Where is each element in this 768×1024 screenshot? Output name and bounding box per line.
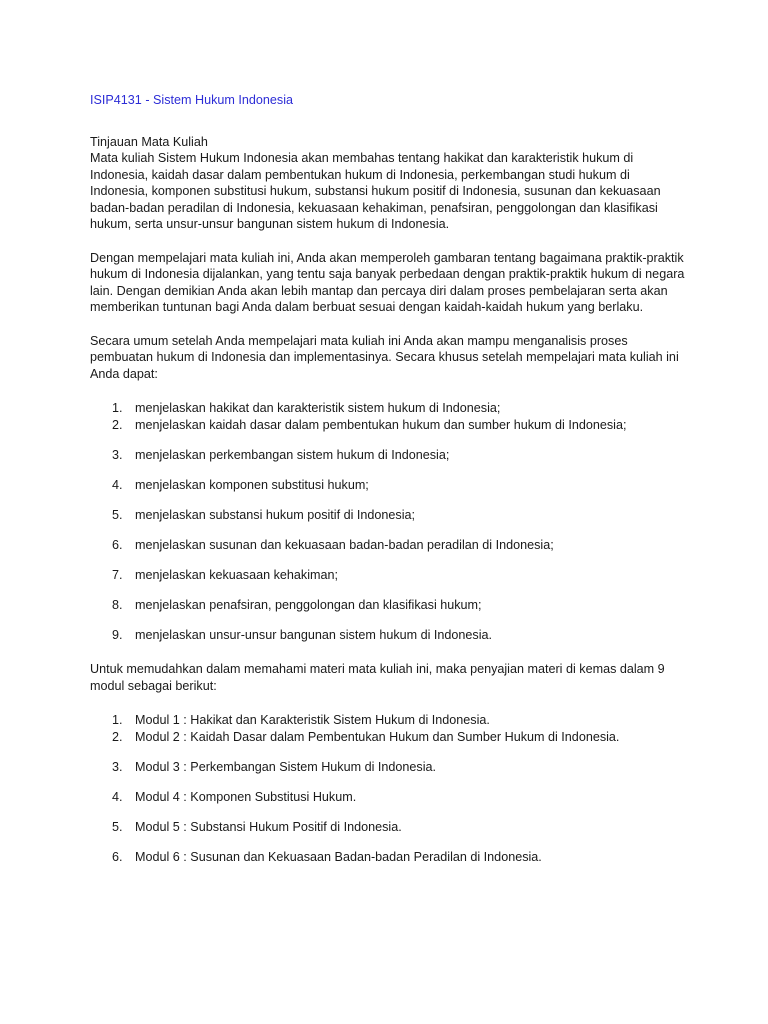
list-item-text: Modul 4 : Komponen Substitusi Hukum. (135, 789, 357, 804)
list-number: 3. (112, 447, 123, 462)
list-item-text: menjelaskan perkembangan sistem hukum di Indonesia; (135, 447, 450, 462)
modules-list (90, 712, 690, 865)
section-heading: Tinjauan Mata Kuliah (90, 134, 208, 149)
list-item-text: Modul 3 : Perkembangan Sistem Hukum di Indonesia. (135, 759, 437, 774)
list-item (90, 712, 690, 729)
list-item-text: Modul 5 : Substansi Hukum Positif di Indonesia. (135, 819, 402, 834)
list-item (90, 729, 690, 746)
list-item-text: menjelaskan penafsiran, penggolongan dan klasifikasi hukum; (135, 597, 482, 612)
list-number: 2. (112, 417, 123, 432)
list-item-text: Modul 6 : Susunan dan Kekuasaan Badan-badan Peradilan di Indonesia. (135, 849, 542, 864)
list-item-text: Modul 2 : Kaidah Dasar dalam Pembentukan Hukum dan Sumber Hukum di Indonesia. (135, 729, 620, 744)
paragraph-objectives-intro: Secara umum setelah Anda mempelajari mata kuliah ini Anda akan mampu menganalisis proses pembuatan hukum di Indonesia dan implementasinya. Secara khusus setelah mempelajari mata kuliah ini Anda dapat: (90, 333, 679, 381)
list-item (90, 447, 690, 464)
list-item-text: menjelaskan hakikat dan karakteristik sistem hukum di Indonesia; (135, 401, 501, 415)
intro-paragraph: Mata kuliah Sistem Hukum Indonesia akan membahas tentang hakikat dan karakteristik hukum di Indonesia, kaidah dasar dalam pembentukan hukum di Indonesia, perkembangan studi hukum di Indonesia, komponen substitusi hukum, substansi hukum positif di Indonesia, susunan dan kekuasaan badan-badan peradilan di Indonesia, kekuasaan kehakiman, penafsiran, penggolongan dan klasifikasi hukum, serta unsur-unsur bangunan sistem hukum di Indonesia. (90, 151, 661, 231)
list-item-text: menjelaskan kaidah dasar dalam pembentukan hukum dan sumber hukum di Indonesia; (135, 417, 627, 432)
document-page (90, 92, 690, 865)
list-item (90, 537, 690, 554)
document-title: ISIP4131 - Sistem Hukum Indonesia (90, 93, 294, 107)
paragraph-modules-intro: Untuk memudahkan dalam memahami materi mata kuliah ini, maka penyajian materi di kemas dalam 9 modul sebagai berikut: (90, 662, 665, 693)
list-number: 7. (112, 567, 123, 582)
list-item-text: menjelaskan komponen substitusi hukum; (135, 477, 369, 492)
list-number: 5. (112, 819, 123, 834)
list-item (90, 819, 690, 836)
list-number: 8. (112, 597, 123, 612)
list-item-text: menjelaskan unsur-unsur bangunan sistem hukum di Indonesia. (135, 627, 493, 642)
list-item (90, 597, 690, 614)
list-item (90, 477, 690, 494)
list-item-text: Modul 1 : Hakikat dan Karakteristik Sistem Hukum di Indonesia. (135, 713, 490, 727)
list-number: 3. (112, 759, 123, 774)
list-number: 4. (112, 789, 123, 804)
list-item-text: menjelaskan kekuasaan kehakiman; (135, 567, 339, 582)
list-item (90, 567, 690, 584)
list-item (90, 759, 690, 776)
list-item (90, 417, 690, 434)
list-number: 1. (112, 713, 123, 727)
list-item-text: menjelaskan substansi hukum positif di Indonesia; (135, 507, 416, 522)
objectives-list (90, 400, 690, 643)
list-number: 6. (112, 537, 123, 552)
list-number: 1. (112, 401, 123, 415)
list-number: 5. (112, 507, 123, 522)
list-item (90, 400, 690, 417)
list-item (90, 627, 690, 644)
list-item (90, 849, 690, 866)
list-number: 4. (112, 477, 123, 492)
list-number: 9. (112, 627, 123, 642)
list-number: 6. (112, 849, 123, 864)
paragraph-benefits: Dengan mempelajari mata kuliah ini, Anda akan memperoleh gambaran tentang bagaimana praktik-praktik hukum di Indonesia dijalankan, yang tentu saja banyak perbedaan dengan praktik-praktik hukum di negara lain. Dengan demikian Anda akan lebih mantap dan percaya diri dalam proses pembelajaran serta akan memberikan tuntunan bagi Anda dalam berbuat sesuai dengan kaidah-kaidah hukum yang berlaku. (90, 250, 685, 314)
list-item-text: menjelaskan susunan dan kekuasaan badan-badan peradilan di Indonesia; (135, 537, 554, 552)
list-item (90, 507, 690, 524)
list-item (90, 789, 690, 806)
list-number: 2. (112, 729, 123, 744)
